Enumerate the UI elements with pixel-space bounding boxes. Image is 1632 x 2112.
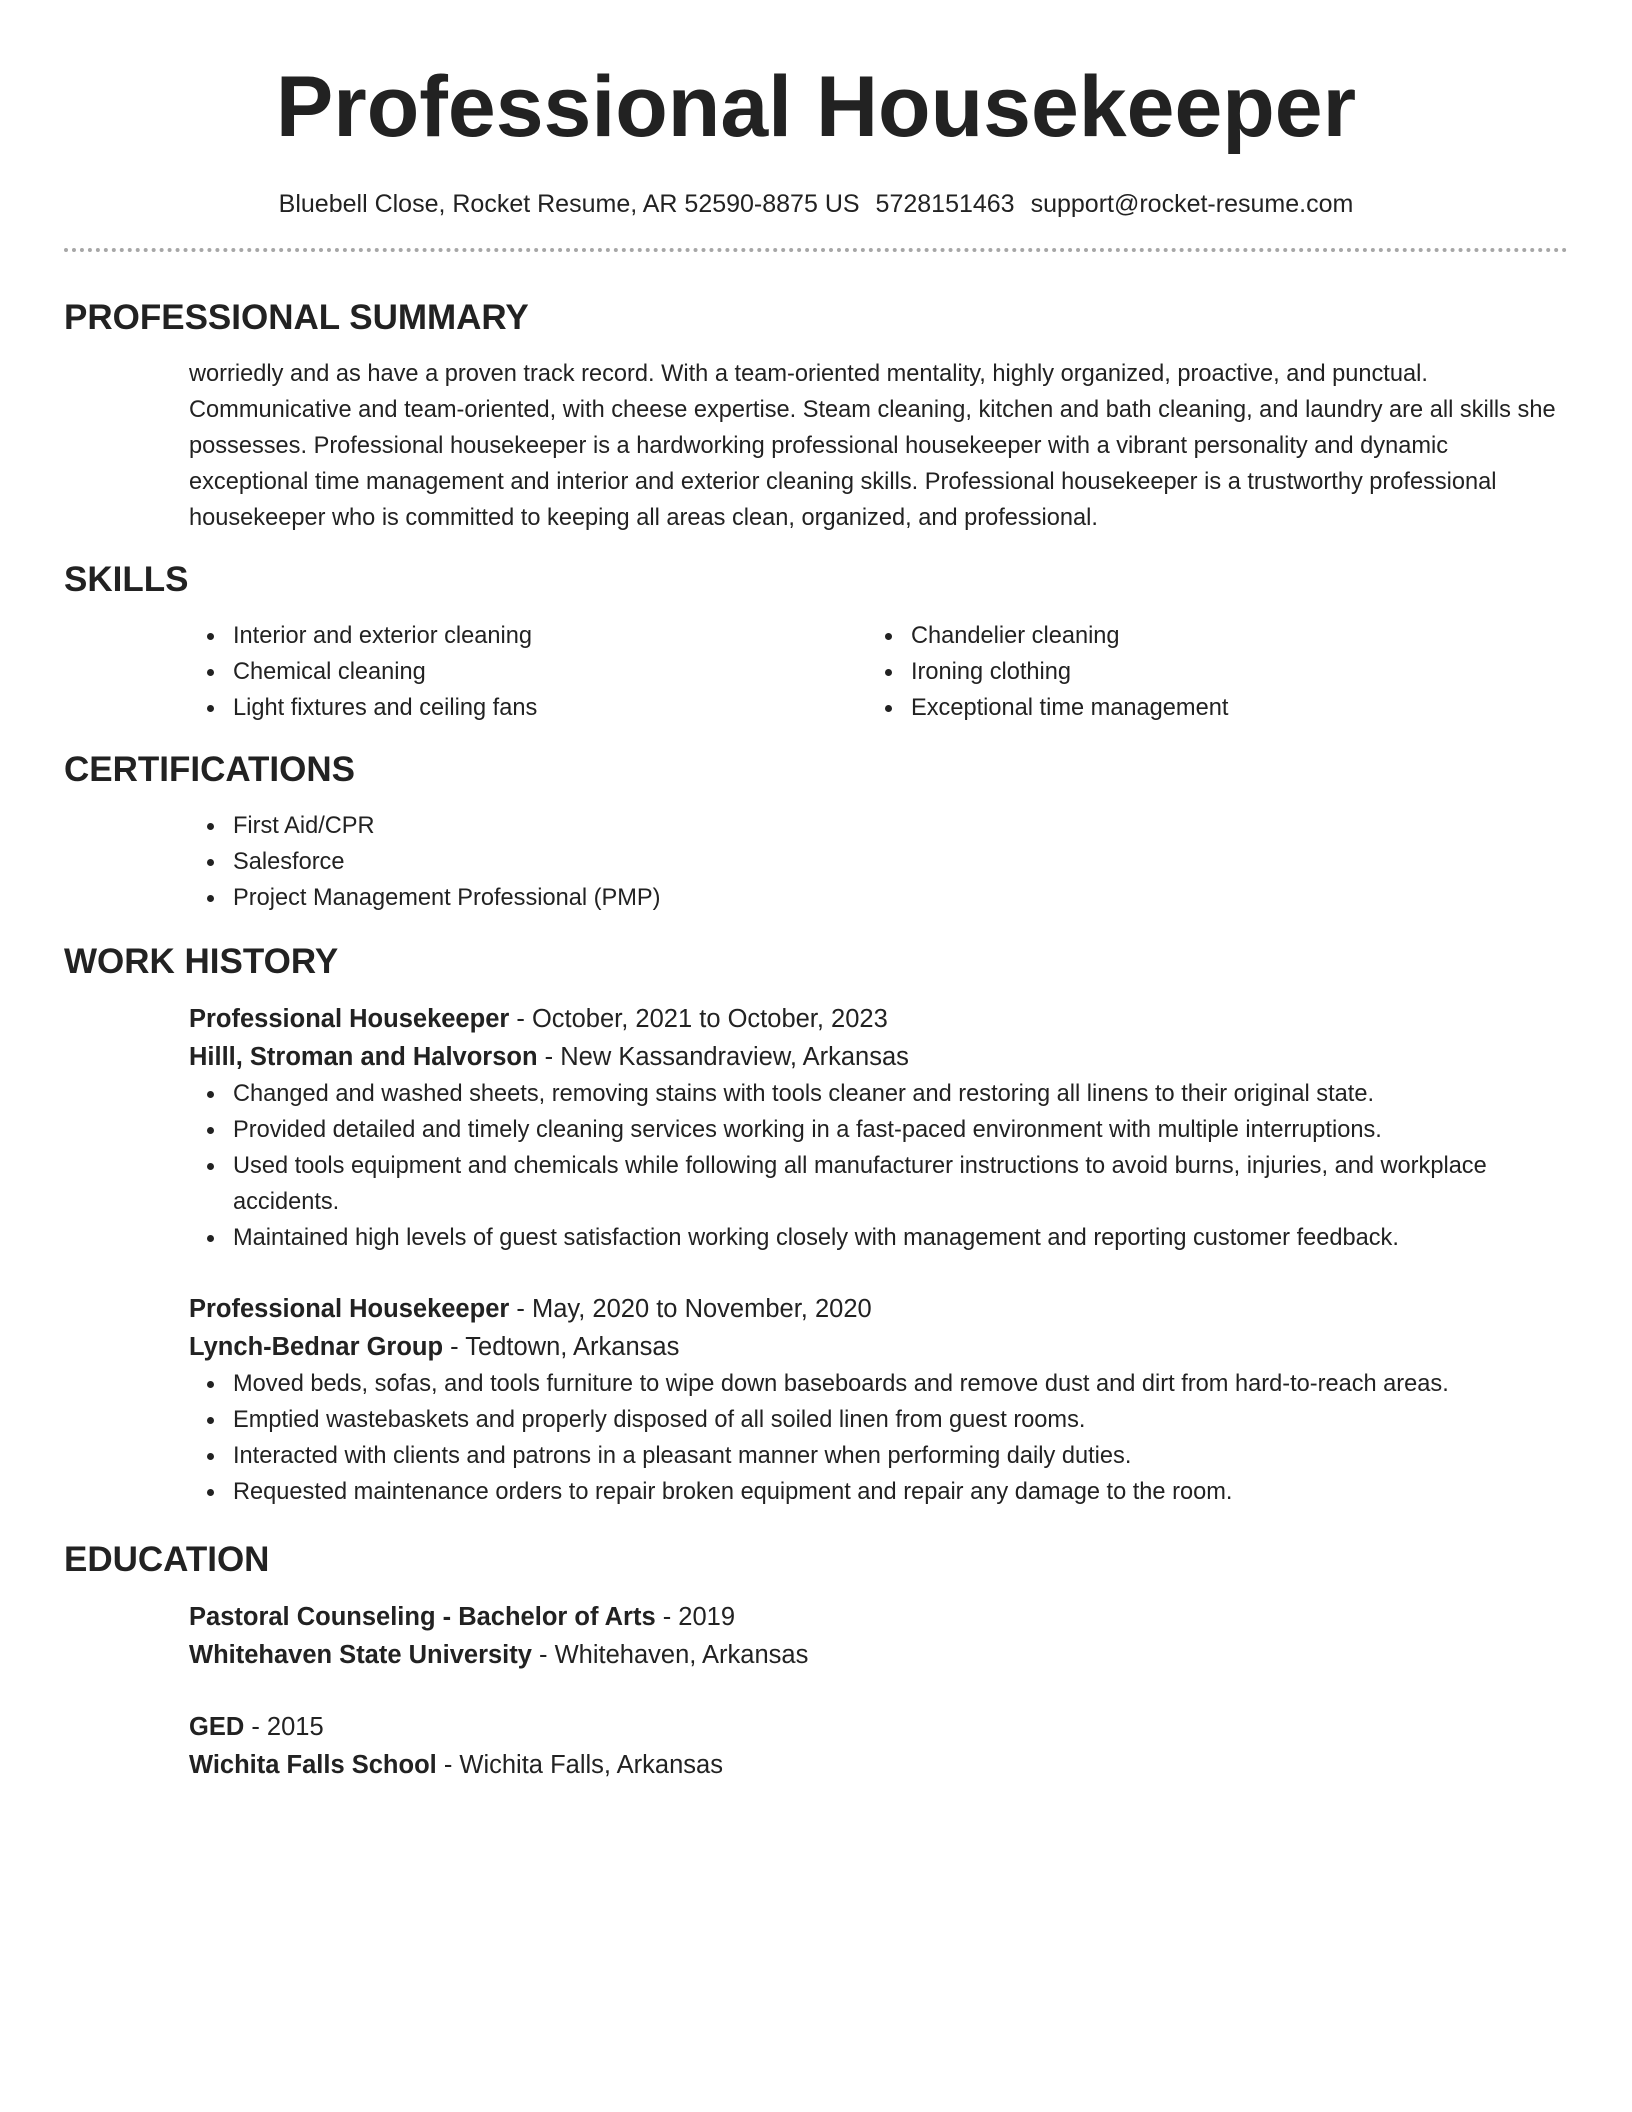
job-location: - New Kassandraview, Arkansas — [537, 1043, 909, 1071]
job-bullet: Emptied wastebaskets and properly disposed of all soiled linen from guest rooms. — [233, 1402, 1568, 1438]
job-bullet: Requested maintenance orders to repair broken equipment and repair any damage to the room. — [233, 1474, 1568, 1510]
job-company-line — [189, 1328, 1568, 1366]
header-divider — [64, 248, 1568, 252]
job-company: Hilll, Stroman and Halvorson — [189, 1043, 538, 1071]
job-company-line — [189, 1038, 1568, 1076]
skill-item: Light fixtures and ceiling fans — [233, 690, 867, 726]
job-bullet: Changed and washed sheets, removing stains with tools cleaner and restoring all linens to their original state. — [233, 1076, 1568, 1112]
skill-item: Exceptional time management — [911, 690, 1545, 726]
job-bullet: Used tools equipment and chemicals while following all manufacturer instructions to avoid burns, injuries, and workplace accidents. — [233, 1148, 1568, 1220]
contact-address: Bluebell Close, Rocket Resume, AR 52590-8875 US — [278, 190, 860, 218]
education-year: - 2015 — [244, 1713, 324, 1741]
education-heading: EDUCATION — [64, 1540, 270, 1579]
job-location: - Tedtown, Arkansas — [443, 1333, 680, 1361]
job-bullet: Interacted with clients and patrons in a pleasant manner when performing daily duties. — [233, 1438, 1568, 1474]
education-degree-line — [189, 1598, 1568, 1636]
certification-item: First Aid/CPR — [233, 808, 1568, 844]
job-role: Professional Housekeeper — [189, 1295, 510, 1323]
education-school: Wichita Falls School — [189, 1751, 437, 1779]
skills-column-right — [867, 618, 1545, 726]
work-history-heading: WORK HISTORY — [64, 942, 339, 981]
summary-heading: PROFESSIONAL SUMMARY — [64, 298, 529, 337]
contact-email: support@rocket-resume.com — [1030, 190, 1354, 218]
summary-text: worriedly and as have a proven track record. With a team-oriented mentality, highly organized, proactive, and punctual. Communicative and team-oriented, with cheese expertise. Steam cleaning, kitchen and bath cleaning, and laundry are all skills she possesses. Professional housekeeper is a hardworking professional housekeeper with a vibrant personality and dynamic exceptional time management and interior and exterior cleaning skills. Professional housekeeper is a trustworthy professional housekeeper who is committed to keeping all areas clean, organized, and professional. — [189, 361, 1556, 531]
job-role: Professional Housekeeper — [189, 1005, 510, 1033]
certification-item: Project Management Professional (PMP) — [233, 880, 1568, 916]
skills-heading: SKILLS — [64, 560, 189, 599]
certifications-list — [189, 808, 1568, 916]
skill-item: Chemical cleaning — [233, 654, 867, 690]
job-dates: - October, 2021 to October, 2023 — [509, 1005, 888, 1033]
skill-item: Interior and exterior cleaning — [233, 618, 867, 654]
skills-grid — [189, 618, 1568, 726]
job-dates: - May, 2020 to November, 2020 — [509, 1295, 872, 1323]
job-role-line — [189, 1000, 1568, 1038]
skills-column-left — [189, 618, 867, 726]
education-school-line — [189, 1636, 1568, 1674]
certifications-heading: CERTIFICATIONS — [64, 750, 356, 789]
education-degree: GED — [189, 1713, 245, 1741]
job-entry — [189, 1290, 1568, 1510]
education-school-line — [189, 1746, 1568, 1784]
education-location: - Whitehaven, Arkansas — [531, 1641, 809, 1669]
education-entry — [189, 1708, 1568, 1784]
job-role-line — [189, 1290, 1568, 1328]
education-location: - Wichita Falls, Arkansas — [436, 1751, 723, 1779]
certification-item: Salesforce — [233, 844, 1568, 880]
education-degree-line — [189, 1708, 1568, 1746]
job-bullet: Moved beds, sofas, and tools furniture to wipe down baseboards and remove dust and dirt from hard-to-reach areas. — [233, 1366, 1568, 1402]
education-year: - 2019 — [655, 1603, 736, 1631]
education-degree: Pastoral Counseling - Bachelor of Arts — [189, 1603, 656, 1631]
contact-phone: 5728151463 — [875, 190, 1015, 218]
education-entry — [189, 1598, 1568, 1674]
job-bullet: Provided detailed and timely cleaning services working in a fast-paced environment with multiple interruptions. — [233, 1112, 1568, 1148]
job-bullet: Maintained high levels of guest satisfaction working closely with management and reporting customer feedback. — [233, 1220, 1568, 1256]
education-school: Whitehaven State University — [189, 1641, 532, 1669]
contact-line — [64, 187, 1568, 221]
job-entry — [189, 1000, 1568, 1256]
skill-item: Ironing clothing — [911, 654, 1545, 690]
job-company: Lynch-Bednar Group — [189, 1333, 444, 1361]
resume-name: Professional Housekeeper — [275, 59, 1357, 155]
skill-item: Chandelier cleaning — [911, 618, 1545, 654]
